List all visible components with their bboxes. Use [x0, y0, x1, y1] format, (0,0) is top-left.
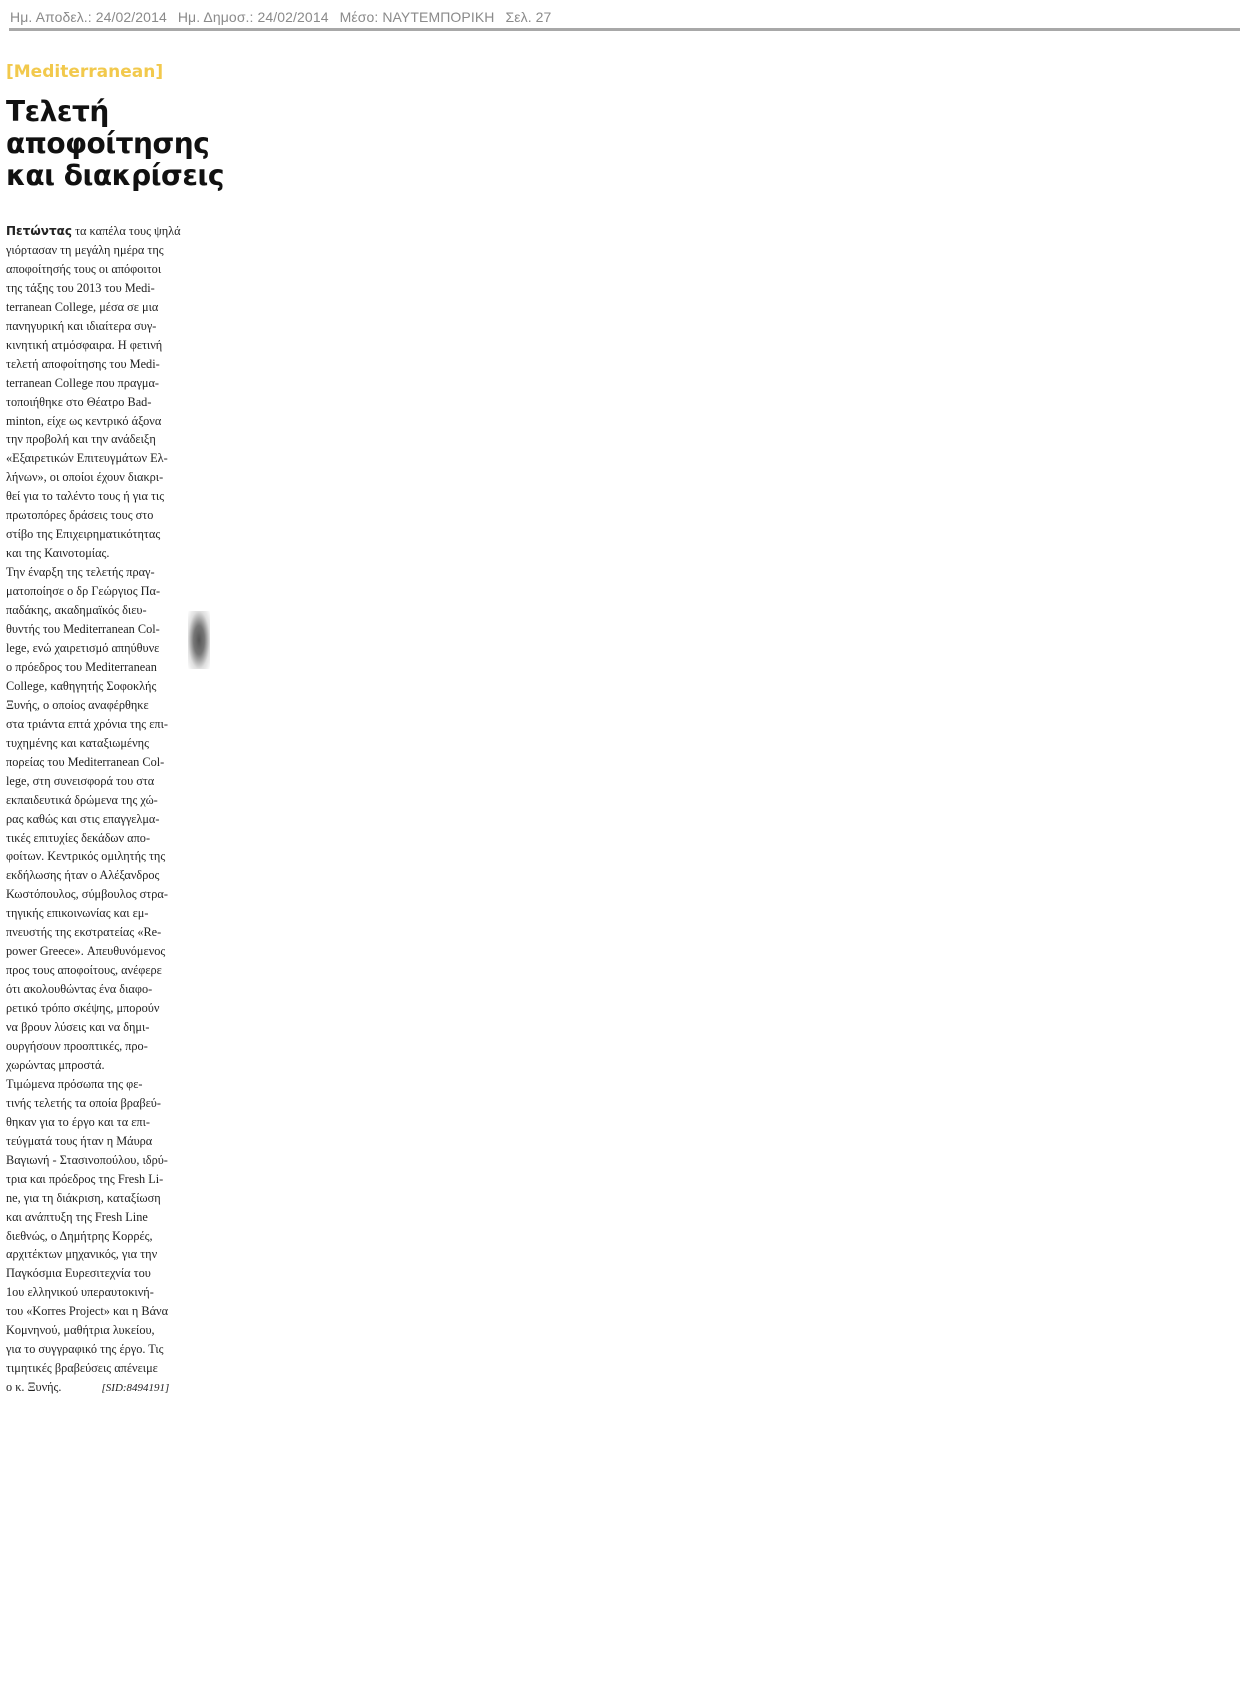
body-line: για το συγγραφικό της έργο. Τις [6, 1342, 164, 1357]
body-line: τεύγματά τους ήταν η Μάυρα [6, 1133, 153, 1148]
body-line: λήνων», οι οποίοι έχουν διακρι- [6, 470, 164, 485]
header-divider [9, 28, 1240, 31]
body-line: εκδήλωσης ήταν ο Αλέξανδρος [6, 868, 160, 883]
body-line: ρας καθώς και στις επαγγελμα- [6, 811, 160, 826]
body-line: College, καθηγητής Σοφοκλής [6, 678, 157, 693]
body-line: Κομνηνού, μαθήτρια λυκείου, [6, 1323, 155, 1338]
body-line: τικές επιτυχίες δεκάδων απο- [6, 830, 151, 845]
body-line: πορείας του Mediterranean Col- [6, 754, 165, 769]
body-line: τιμητικές βραβεύσεις απένειμε [6, 1361, 158, 1376]
body-line: Ξυνής, ο οποίος αναφέρθηκε [6, 697, 149, 712]
article-clipping [0, 58, 224, 1408]
body-line: τηγικής επικοινωνίας και εμ- [6, 906, 149, 921]
body-line: τοποιήθηκε στο Θέατρο Bad- [6, 394, 152, 409]
body-line: του «Korres Project» και η Βάνα [6, 1304, 169, 1319]
sid-reference: [SID:8494191] [101, 1382, 170, 1395]
article-headline [6, 95, 224, 192]
body-line: Κωστόπουλος, σύμβουλος στρα- [6, 887, 168, 902]
headline-line: αποφοίτησης [6, 127, 210, 160]
body-line: πνευστής της εκστρατείας «Re- [6, 925, 162, 940]
body-line: τελετή αποφοίτησης του Medi- [6, 356, 160, 371]
body-line [6, 1378, 202, 1398]
body-line: minton, είχε ως κεντρικό άξονα [6, 413, 162, 428]
body-line: στα τριάντα επτά χρόνια της επι- [6, 716, 168, 731]
body-line: θεί για το ταλέντο τους ή για τις [6, 489, 165, 504]
body-line: lege, στη συνεισφορά του στα [6, 773, 155, 788]
publication-date: Ημ. Δημοσ.: 24/02/2014 [177, 9, 329, 25]
scan-smudge [188, 611, 210, 669]
body-line: εκπαιδευτικά δρώμενα της χώ- [6, 792, 158, 807]
body-line: lege, ενώ χαιρετισμό απηύθυνε [6, 640, 160, 655]
body-line: προς τους αποφοίτους, ανέφερε [6, 963, 162, 978]
body-line: 1ου ελληνικού υπεραυτοκινή- [6, 1285, 154, 1300]
headline-line: και διακρίσεις [6, 159, 224, 192]
body-line: terranean College που πραγμα- [6, 375, 160, 390]
clipping-meta-header [10, 9, 558, 25]
body-line: γιόρτασαν τη μεγάλη ημέρα της [6, 242, 164, 257]
body-line: θυντής του Mediterranean Col- [6, 622, 160, 637]
body-line: ότι ακολουθώντας ένα διαφο- [6, 982, 153, 997]
body-line: Παγκόσμια Ευρεσιτεχνία του [6, 1266, 151, 1281]
body-line: θηκαν για το έργο και τα επι- [6, 1114, 151, 1129]
body-line: πρωτοπόρες δράσεις τους στο [6, 508, 154, 523]
page-number: Σελ. 27 [505, 9, 552, 25]
body-line: ρετικό τρόπο σκέψης, μπορούν [6, 1001, 160, 1016]
body-line: της τάξης του 2013 του Medi- [6, 280, 155, 295]
headline-line: Τελετή [6, 95, 109, 128]
body-line: ne, για τη διάκριση, καταξίωση [6, 1190, 161, 1205]
body-line: power Greece». Απευθυνόμενος [6, 944, 166, 959]
article-kicker: [Mediterranean] [6, 62, 164, 82]
body-line: να βρουν λύσεις και να δημι- [6, 1020, 150, 1035]
body-line: και ανάπτυξη της Fresh Line [6, 1209, 148, 1224]
body-line: Βαγιωνή - Στασινοπούλου, ιδρύ- [6, 1152, 168, 1167]
body-line: Την έναρξη της τελετής πραγ- [6, 565, 155, 580]
body-line: κινητική ατμόσφαιρα. Η φετινή [6, 337, 163, 352]
body-line: στίβο της Επιχειρηματικότητας [6, 527, 161, 542]
body-line: τρια και πρόεδρος της Fresh Li- [6, 1171, 164, 1186]
media-source: Μέσο: ΝΑΥΤΕΜΠΟΡΙΚΗ [339, 9, 495, 25]
body-line: και της Καινοτομίας. [6, 546, 110, 561]
closing-text: ο κ. Ξυνής. [6, 1380, 62, 1395]
body-line: terranean College, μέσα σε μια [6, 299, 159, 314]
body-line: ουργήσουν προοπτικές, προ- [6, 1038, 148, 1053]
delivery-date: Ημ. Αποδελ.: 24/02/2014 [10, 9, 167, 25]
body-line: ματοποίησε ο δρ Γεώργιος Πα- [6, 584, 161, 599]
body-line: «Εξαιρετικών Επιτευγμάτων Ελ- [6, 451, 168, 466]
body-line: τινής τελετής τα οποία βραβεύ- [6, 1095, 161, 1110]
body-line: Πετώντας τα καπέλα τους ψηλά [6, 224, 181, 238]
body-line: αποφοίτησής τους οι απόφοιτοι [6, 261, 162, 276]
article-body [6, 222, 202, 1398]
body-line: πανηγυρική και ιδιαίτερα συγ- [6, 318, 157, 333]
body-line: αρχιτέκτων μηχανικός, για την [6, 1247, 158, 1262]
body-line: χωρώντας μπροστά. [6, 1057, 105, 1072]
body-line: ο πρόεδρος του Mediterranean [6, 659, 157, 674]
body-line: την προβολή και την ανάδειξη [6, 432, 156, 447]
body-line: διεθνώς, ο Δημήτρης Κορρές, [6, 1228, 153, 1243]
body-line: Τιμώμενα πρόσωπα της φε- [6, 1076, 143, 1091]
body-line: τυχημένης και καταξιωμένης [6, 735, 149, 750]
body-line: φοίτων. Κεντρικός ομιλητής της [6, 849, 166, 864]
lead-word: Πετώντας [6, 224, 72, 238]
body-line: παδάκης, ακαδημαϊκός διευ- [6, 603, 147, 618]
